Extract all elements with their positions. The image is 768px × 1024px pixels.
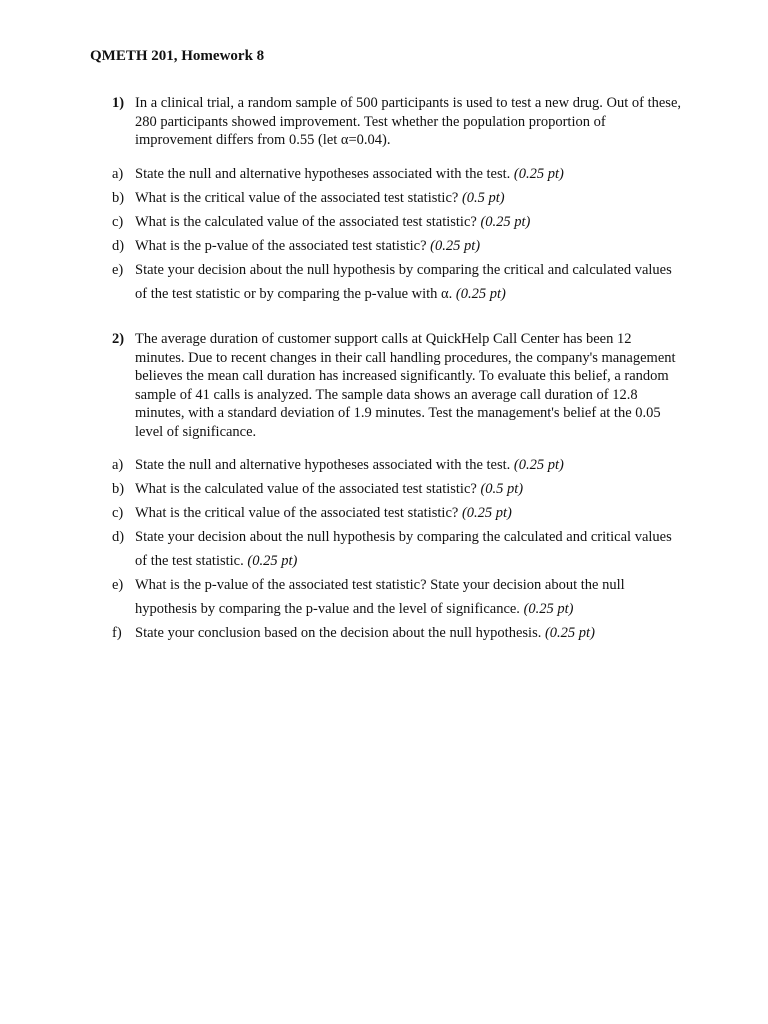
part-points: (0.5 pt) — [461, 189, 505, 206]
part-letter: c) — [112, 213, 124, 230]
problem-2-text: The average duration of customer support calls at QuickHelp Call Center has been 12 minutes. Due to recent changes in their call handling procedures, the company's management believes the mean call duration has increased significantly. To evaluate this belief, a random sample of 41 calls is analyzed. The sample data shows an average call duration of 12.8 minutes, with a standard deviation of 1.9 minutes. Test the management's belief at the 0.05 level of significance. — [135, 331, 676, 440]
part-question: What is the calculated value of the associated test statistic? — [135, 481, 477, 497]
part-question: What is the calculated value of the associated test statistic? — [135, 213, 477, 230]
part-question: State the null and alternative hypotheses associated with the test. — [135, 165, 511, 182]
part-question: What is the p-value of the associated test statistic? — [135, 237, 427, 254]
part-question: State your conclusion based on the decision about the null hypothesis. — [135, 625, 542, 641]
part-text — [135, 210, 682, 234]
part-text — [135, 621, 682, 645]
part-letter: f) — [112, 625, 122, 641]
problem-2 — [112, 330, 682, 645]
problem-1-part-b — [112, 186, 682, 210]
problem-1-number: 1) — [112, 95, 125, 111]
part-text — [135, 162, 682, 186]
problem-1-statement — [112, 94, 682, 150]
problem-2-part-f — [112, 621, 682, 645]
part-question: What is the critical value of the associated test statistic? — [135, 189, 459, 206]
part-letter: a) — [112, 165, 124, 182]
problem-2-part-b — [112, 477, 682, 501]
problem-2-statement — [112, 330, 682, 441]
part-text — [135, 234, 682, 258]
part-text — [135, 186, 682, 210]
problem-2-part-e — [112, 573, 682, 621]
part-points: (0.25 pt) — [513, 165, 564, 182]
part-letter: b) — [112, 481, 125, 497]
problem-1-parts — [112, 162, 682, 306]
part-question: State your decision about the null hypothesis by comparing the critical and calculated values of the test statistic or by comparing the p-value with α. — [135, 261, 672, 302]
part-letter: a) — [112, 457, 124, 473]
problem-2-number: 2) — [112, 331, 125, 347]
part-points: (0.25 pt) — [480, 213, 531, 230]
part-points: (0.25 pt) — [247, 553, 298, 569]
part-text — [135, 525, 682, 573]
part-letter: d) — [112, 237, 125, 254]
part-points: (0.25 pt) — [430, 237, 481, 254]
part-letter: c) — [112, 505, 124, 521]
part-text — [135, 477, 682, 501]
part-points: (0.25 pt) — [513, 457, 564, 473]
problem-1-text: In a clinical trial, a random sample of 500 participants is used to test a new drug. Out of these, 280 participants showed improvement. Test whether the population proportion of improvement differs from 0.55 (let α=0.04). — [135, 95, 682, 148]
part-points: (0.25 pt) — [461, 505, 512, 521]
problem-2-parts — [112, 453, 682, 645]
part-points: (0.5 pt) — [480, 481, 524, 497]
part-text — [135, 501, 682, 525]
part-question: State the null and alternative hypotheses associated with the test. — [135, 457, 511, 473]
problem-2-part-d — [112, 525, 682, 573]
part-letter: b) — [112, 189, 125, 206]
part-text — [135, 573, 682, 621]
part-letter: d) — [112, 529, 125, 545]
part-points: (0.25 pt) — [544, 625, 595, 641]
part-points: (0.25 pt) — [455, 285, 506, 302]
part-letter: e) — [112, 261, 124, 278]
problem-1-part-e — [112, 258, 682, 306]
part-question: State your decision about the null hypothesis by comparing the calculated and critical values of the test statistic. — [135, 529, 672, 569]
page-title: QMETH 201, Homework 8 — [90, 48, 265, 64]
part-text — [135, 453, 682, 477]
part-text — [135, 258, 682, 306]
problem-1-part-c — [112, 210, 682, 234]
part-question: What is the p-value of the associated test statistic? State your decision about the null hypothesis by comparing the p-value and the level of significance. — [135, 577, 625, 617]
problem-1-part-d — [112, 234, 682, 258]
part-question: What is the critical value of the associated test statistic? — [135, 505, 459, 521]
problem-1 — [112, 94, 682, 306]
problem-2-part-a — [112, 453, 682, 477]
problem-1-part-a — [112, 162, 682, 186]
part-points: (0.25 pt) — [523, 601, 574, 617]
problem-2-part-c — [112, 501, 682, 525]
part-letter: e) — [112, 577, 124, 593]
